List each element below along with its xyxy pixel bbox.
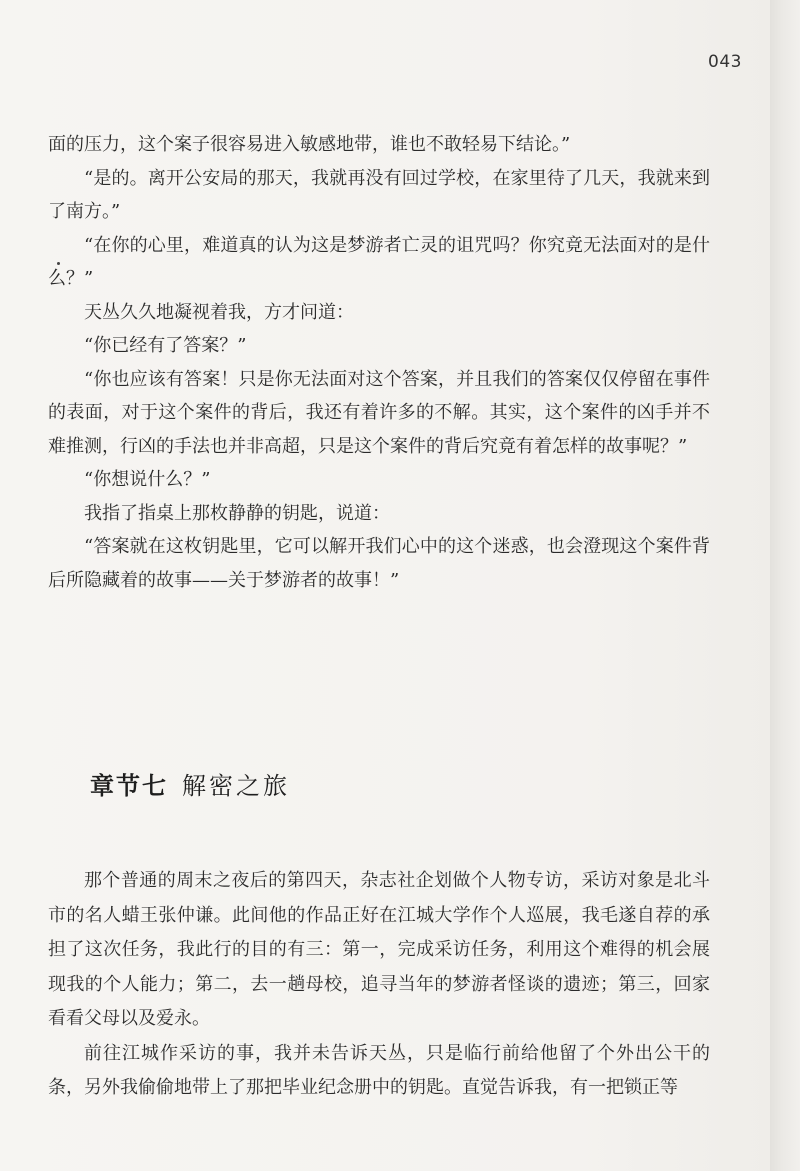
paragraph: “你想说什么？”: [84, 469, 211, 490]
paragraph: 前往江城作采访的事，我并未告诉天丛，只是临行前给他留了个外出公干的条，另外我偷偷地带上了那把毕业纪念册中的钥匙。直觉告诉我，有一把锁正等: [48, 1042, 710, 1098]
body-text-top: [48, 128, 710, 597]
body-text-bottom: [48, 864, 710, 1106]
paragraph: 那个普通的周末之夜后的第四天，杂志社企划做个人物专访，采访对象是北斗市的名人蜡王张仲谦。此间他的作品正好在江城大学作个人巡展，我毛遂自荐的承担了这次任务，我此行的目的有三：第一，完成采访任务，利用这个难得的机会展现我的个人能力；第二，去一趟母校，追寻当年的梦游者怪谈的遗迹；第三，回家看看父母以及爱永。: [48, 870, 710, 1029]
page-number: 043: [708, 52, 742, 72]
paragraph: “你也应该有答案！只是你无法面对这个答案，并且我们的答案仅仅停留在事件的表面，对于这个案件的背后，我还有着许多的不解。其实，这个案件的凶手并不难推测，行凶的手法也并非高超，只是这个案件的背后究竟有着怎样的故事呢？”: [48, 368, 710, 457]
paragraph: 天丛久久地凝视着我，方才问道：: [84, 301, 354, 323]
chapter-number: 章节七: [90, 772, 168, 800]
paragraph: 面的压力，这个案子很容易进入敏感地带，谁也不敢轻易下结论。”: [48, 134, 571, 155]
paragraph: “你已经有了答案？”: [84, 335, 247, 356]
chapter-title: 解密之旅: [182, 772, 290, 800]
page-edge-shadow: [770, 0, 800, 1171]
paragraph: “是的。离开公安局的那天，我就再没有回过学校，在家里待了几天，我就来到了南方。”: [48, 167, 710, 222]
paragraph: “答案就在这枚钥匙里，它可以解开我们心中的这个迷惑，也会澄现这个案件背后所隐藏着的故事——关于梦游者的故事！”: [48, 536, 710, 591]
chapter-heading: [90, 766, 290, 801]
paragraph: “在你的心里，难道真的认为这是梦游者亡灵的诅咒吗？你究竟无法面对的是什么？”: [48, 234, 710, 289]
paragraph: 我指了指桌上那枚静静的钥匙，说道：: [84, 502, 390, 524]
